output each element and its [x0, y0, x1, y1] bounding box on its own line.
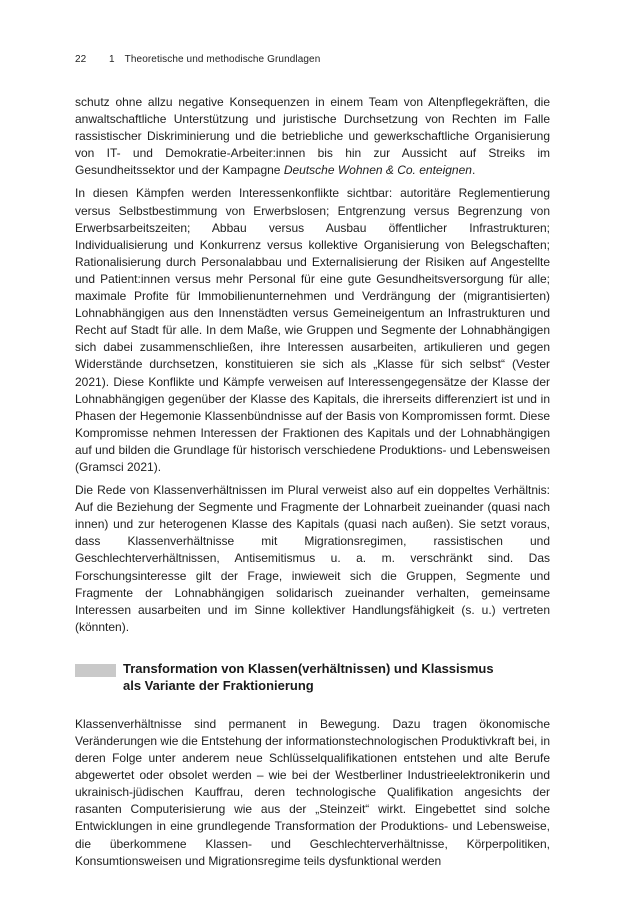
body-text — [75, 94, 550, 876]
running-header — [75, 54, 550, 65]
paragraph-2: In diesen Kämpfen werden Interessenkonflikte sichtbar: autoritäre Reglementierung versus Selbstbestimmung von Erwerbslosen; Entgrenzung versus Begrenzung von Erwerbsarbeitszeiten; Abbau versus Ausbau öffentlicher Infrastrukturen; Individualisierung und Konkurrenz versus kollektive Organisierung von Belegschaften; Rationalisierung durch Personalabbau und Externalisierung der Risiken auf Angestellte und Patient:innen versus mehr Personal für eine gute Gesundheitsversorgung für alle; maximale Profite für Immobilienunternehmen und Verdrängung der (migrantisierten) Lohnabhängigen aus den Innenstädten versus Gemeineigentum an Infrastrukturen und Recht auf Stadt für alle. In dem Maße, wie Gruppen und Segmente der Lohnabhängigen sich dabei zusammenschließen, ihre Interessen ausarbeiten, artikulieren und gegen Widerstände durchsetzen, konstituieren sie sich als „Klasse für sich selbst“ (Vester 2021). Diese Konflikte und Kämpfe verweisen auf Interessengegensätze der Klasse der Lohnabhängigen gegenüber der Klasse des Kapitals, die ihrerseits differenziert ist und in Phasen der Hegemonie Klassenbündnisse auf der Basis von Kompromissen formt. Diese Kompromisse nehmen Interessen der Fraktionen des Kapitals und der Lohnabhängigen auf und bilden die Grundlage für historisch verschiedene Produktions- und Lebensweisen (Gramsci 2021). — [75, 186, 550, 474]
page-number: 22 — [75, 54, 87, 65]
chapter-number: 1 — [109, 54, 115, 65]
section-marker-bar — [75, 664, 116, 677]
section-heading — [75, 660, 550, 694]
section-title — [123, 660, 494, 694]
section-title-line-2: als Variante der Fraktionierung — [123, 677, 314, 693]
chapter-title: Theoretische und methodische Grundlagen — [124, 54, 321, 65]
paragraph-1-text: schutz ohne allzu negative Konsequenzen in einem Team von Altenpflegekräften, die anwaltschaftliche Unterstützung und juristische Durchsetzung von Rechten im Falle rassistischer Diskriminierung und die betriebliche und gewerkschaftliche Organisierung von IT- und Demokratie-Arbeiter:innen bis hin zur Aussicht auf Streiks im Gesundheitssektor und der Kampagne — [75, 95, 550, 178]
campaign-title: Deutsche Wohnen & Co. enteignen — [283, 163, 472, 178]
paragraph-3: Die Rede von Klassenverhältnissen im Plural verweist also auf ein doppeltes Verhältnis: Auf die Beziehung der Segmente und Fragmente der Lohnarbeit zueinander (quasi nach innen) und zur heterogenen Klasse des Kapitals (quasi nach außen). Sie setzt voraus, dass Klassenverhältnisse mit Migrationsregimen, rassistischen und Geschlechterverhältnissen, Antisemitismus u. a. m. verschränkt sind. Das Forschungsinteresse gilt der Frage, inwieweit sich die Gruppen, Segmente und Fragmente der Lohnabhängigen solidarisch zueinander verhalten, gemeinsame Interessen ausarbeiten und im Sinne kollektiver Handlungsfähigkeit (s. u.) vertreten (könnten). — [75, 483, 550, 634]
paragraph-4: Klassenverhältnisse sind permanent in Bewegung. Dazu tragen ökonomische Veränderungen wie die Entstehung der informationstechnologischen Produktivkraft bei, in deren Folge unter anderem neue Schlüsselqualifikationen entstehen und alte Berufe abgewertet oder obsolet werden – wie bei der Westberliner Industrieelektronikerin und ukrainisch-jüdischen Kauffrau, deren technologische Qualifikation angesichts der rasanten Computerisierung wie aus der „Steinzeit“ wirkt. Eingebettet sind solche Entwicklungen in eine grundlegende Transformation der Produktions- und Lebensweise, die überkommene Klassen- und Geschlechterverhältnisse, Körperpolitiken, Konsumtionsweisen und Migrationsregime teils dysfunktional werden — [75, 716, 550, 868]
paragraph-1-end: . — [471, 163, 476, 178]
section-title-line-1: Transformation von Klassen(verhältnissen) und Klassismus — [123, 660, 494, 676]
paragraph-1 — [75, 94, 550, 179]
